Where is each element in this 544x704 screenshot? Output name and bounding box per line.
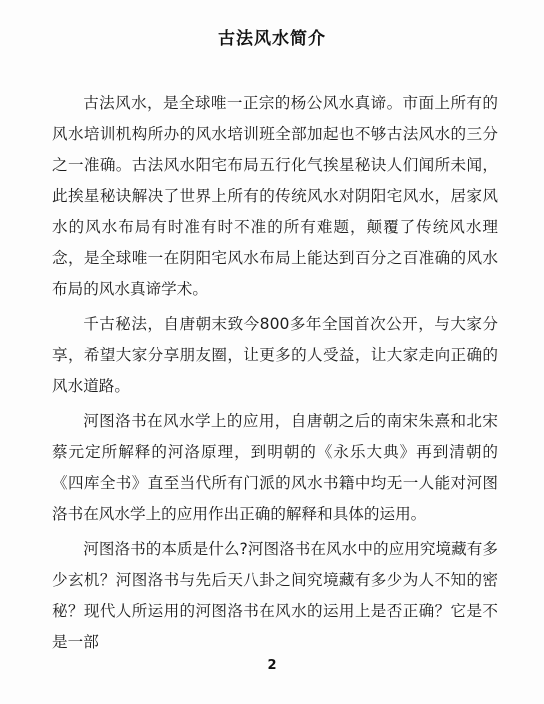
document-title: 古法风水简介 — [218, 29, 326, 49]
paragraph-2: 千古秘法，自唐朝末致今800多年全国首次公开，与大家分享，希望大家分享朋友圈，让更多的人受益，让大家走向正确的风水道路。 — [52, 315, 498, 395]
paragraph-4: 河图洛书的本质是什么?河图洛书在风水中的应用究境藏有多少玄机？河图洛书与先后天八卦之间究境藏有多少为人不知的密秘？现代人所运用的河图洛书在风水的运用上是否正确？它是不是一部 — [52, 540, 498, 651]
document-body — [52, 88, 498, 662]
page-number: 2 — [267, 658, 277, 673]
paragraph-3: 河图洛书在风水学上的应用，自唐朝之后的南宋朱熹和北宋蔡元定所解释的河洛原理，到明朝的《永乐大典》再到清朝的《四库全书》直至当代所有门派的风水书籍中均无一人能对河图洛书在风水学上的应用作出正确的解释和具体的运用。 — [52, 412, 498, 523]
paragraph-1: 古法风水，是全球唯一正宗的杨公风水真谛。市面上所有的风水培训机构所办的风水培训班全部加起也不够古法风水的三分之一准确。古法风水阳宅布局五行化气挨星秘诀人们闻所未闻，此挨星秘诀解决了世界上所有的传统风水对阴阳宅风水，居家风水的风水布局有时准有时不准的所有难题，颠覆了传统风水理念，是全球唯一在阴阳宅风水布局上能达到百分之百准确的风水布局的风水真谛学术。 — [52, 94, 498, 298]
